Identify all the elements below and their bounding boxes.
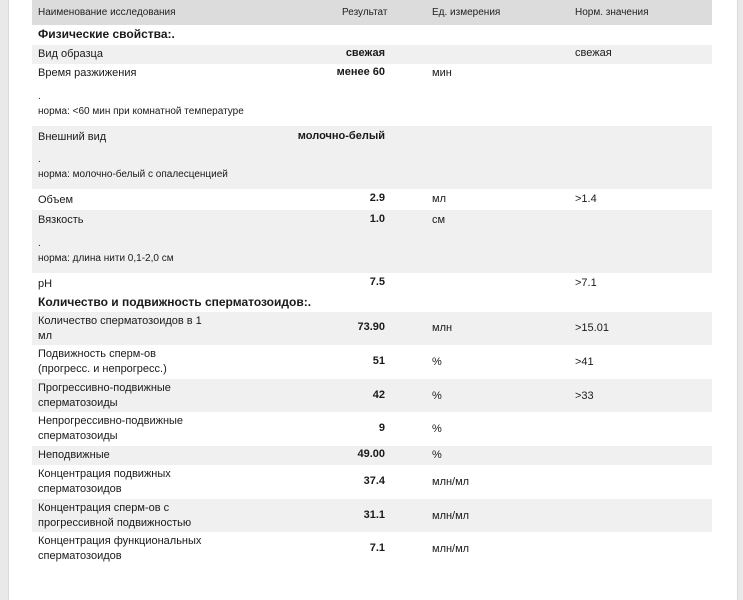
table-row: Количество сперматозоидов в 1 мл 73.90 млн >15.01	[32, 312, 712, 345]
table-header	[32, 0, 712, 25]
table-row: Время разжижения менее 60 мин . норма: <60 мин при комнатной температуре	[38, 66, 452, 117]
norm-note: норма: длина нити 0,1-2,0 см	[38, 253, 174, 264]
col-name-header: Наименование исследования	[38, 7, 176, 18]
col-ref-header: Норм. значения	[575, 7, 649, 18]
col-result-header: Результат	[342, 7, 388, 18]
table-row: Объем 2.9 мл >1.4	[38, 192, 597, 206]
table-row: Прогрессивно-подвижные сперматозоиды 42 % >33	[32, 379, 712, 412]
norm-note: норма: молочно-белый с опалесценцией	[38, 169, 228, 180]
table-row: Неподвижные 49.00 %	[32, 446, 712, 465]
table-row: pH 7.5 >7.1	[38, 276, 597, 290]
col-unit-header: Ед. измерения	[432, 7, 501, 18]
table-row: Непрогрессивно-подвижные сперматозоиды 9 %	[38, 415, 442, 442]
table-row: Внешний вид молочно-белый . норма: молочно-белый с опалесценцией	[32, 126, 712, 189]
norm-note: норма: <60 мин при комнатной температуре	[38, 106, 244, 117]
table-row: Подвижность сперм-ов (прогресс. и непрогресс.) 51 % >41	[38, 348, 594, 375]
table-row: Концентрация подвижных сперматозоидов 37.4 млн/мл	[38, 468, 470, 495]
table-row: Вид образца свежая свежая	[32, 45, 712, 64]
table-row: Вязкость 1.0 см . норма: длина нити 0,1-2,0 см	[32, 210, 712, 273]
table-row: Концентрация функциональных сперматозоидов 7.1 млн/мл	[38, 535, 470, 562]
section-sperm-title: Количество и подвижность сперматозоидов:.	[38, 295, 312, 309]
table-row: Концентрация сперм-ов с прогрессивной подвижностью 31.1 млн/мл	[32, 499, 712, 532]
section-physical-title: Физические свойства:.	[38, 27, 175, 41]
